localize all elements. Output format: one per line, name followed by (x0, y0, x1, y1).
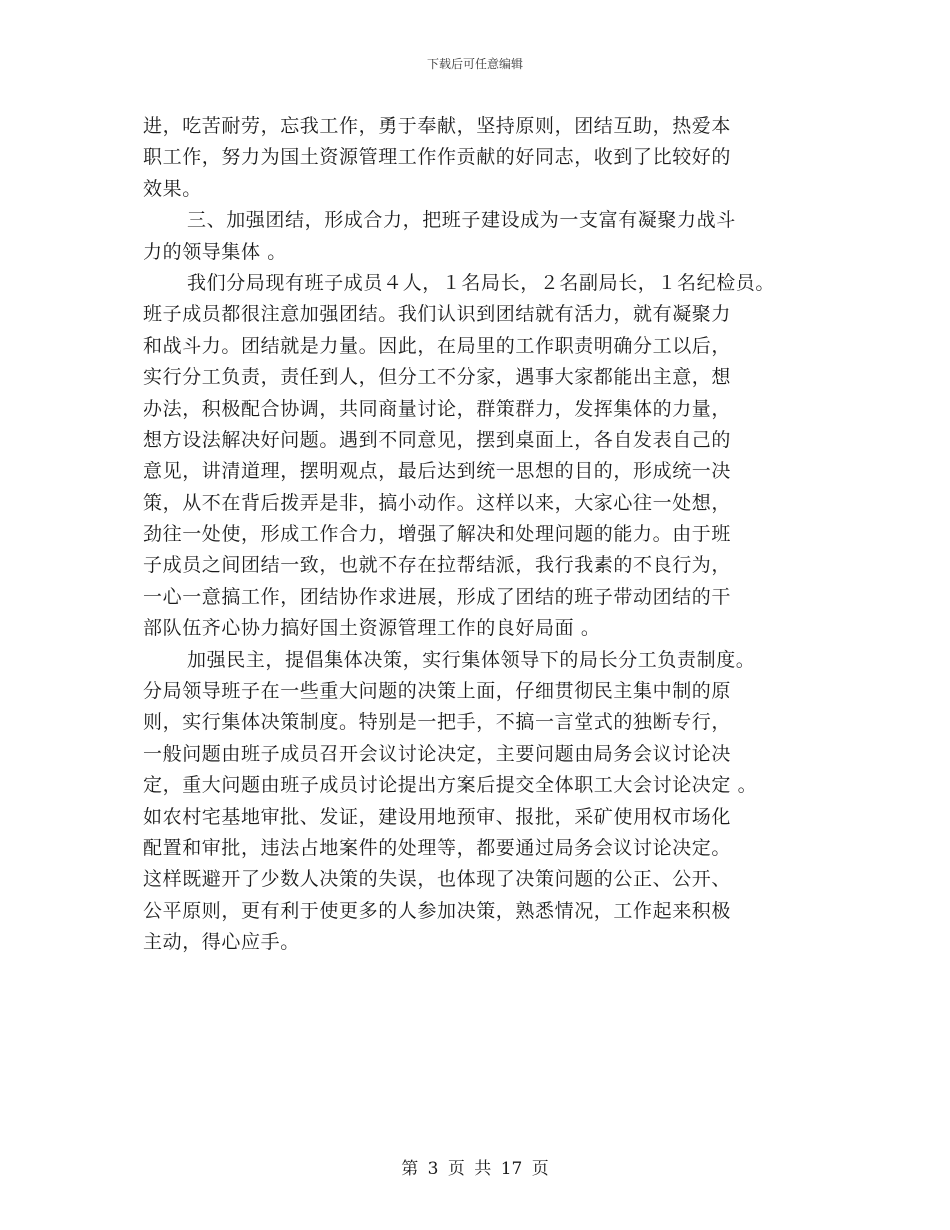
text-line: 配置和审批，违法占地案件的处理等，都要通过局务会议讨论决定。 (143, 836, 732, 859)
document-body (143, 111, 823, 959)
text-line: 力的领导集体 。 (143, 240, 287, 263)
text-line: 这样既避开了少数人决策的失误，也体现了决策问题的公正、公开、 (143, 868, 732, 891)
paragraph-first-line: 三、加强团结，形成合力，把班子建设成为一支富有凝聚力战斗 (187, 209, 736, 232)
text-line: 分局领导班子在一些重大问题的决策上面，仔细贯彻民主集中制的原 (143, 680, 732, 703)
text-line: 则，实行集体决策制度。特别是一把手，不搞一言堂式的独断专行， (143, 711, 732, 734)
text-line: 定，重大问题由班子成员讨论提出方案后提交全体职工大会讨论决定 。 (143, 774, 758, 797)
text-line: 一心一意搞工作，团结协作求进展，形成了团结的班子带动团结的干 (143, 585, 732, 608)
text-line: 进，吃苦耐劳，忘我工作，勇于奉献，坚持原则，团结互助，热爱本 (143, 115, 732, 137)
text-line: 劲往一处使，形成工作合力，增强了解决和处理问题的能力。由于班 (143, 523, 732, 546)
text-line: 意见，讲清道理，摆明观点，最后达到统一思想的目的，形成统一决 (143, 460, 732, 483)
text-line: 主动，得心应手。 (143, 931, 300, 954)
paragraph-first-line: 加强民主，提倡集体决策，实行集体领导下的局长分工负责制度。 (187, 648, 756, 671)
paragraph-first-line: 我们分局现有班子成员４人，１名局长，２名副局长，１名纪检员。 (187, 271, 776, 294)
text-line: 策，从不在背后拨弄是非，搞小动作。这样以来，大家心往一处想， (143, 491, 732, 514)
text-line: 实行分工负责，责任到人，但分工不分家，遇事大家都能出主意，想 (143, 366, 732, 389)
text-line: 班子成员都很注意加强团结。我们认识到团结就有活力，就有凝聚力 (143, 303, 732, 326)
text-line: 如农村宅基地审批、发证，建设用地预审、报批，采矿使用权市场化 (143, 805, 732, 828)
text-line: 一般问题由班子成员召开会议讨论决定，主要问题由局务会议讨论决 (143, 742, 732, 765)
text-line: 办法，积极配合协调，共同商量讨论，群策群力，发挥集体的力量， (143, 397, 732, 420)
text-line: 想方设法解决好问题。遇到不同意见，摆到桌面上，各自发表自己的 (143, 428, 732, 451)
text-line: 部队伍齐心协力搞好国土资源管理工作的良好局面 。 (143, 617, 601, 640)
text-line: 子成员之间团结一致，也就不存在拉帮结派，我行我素的不良行为， (143, 554, 732, 577)
page-footer: 第 3 页 共 17 页 (401, 1159, 549, 1179)
page-header: 下载后可任意编辑 (426, 57, 523, 71)
text-line: 和战斗力。团结就是力量。因此，在局里的工作职责明确分工以后， (143, 334, 732, 357)
text-line: 效果。 (143, 177, 202, 200)
text-line: 公平原则，更有利于使更多的人参加决策，熟悉情况，工作起来积极 (143, 899, 732, 922)
text-line: 职工作，努力为国土资源管理工作作贡献的好同志，收到了比较好的 (143, 146, 732, 169)
